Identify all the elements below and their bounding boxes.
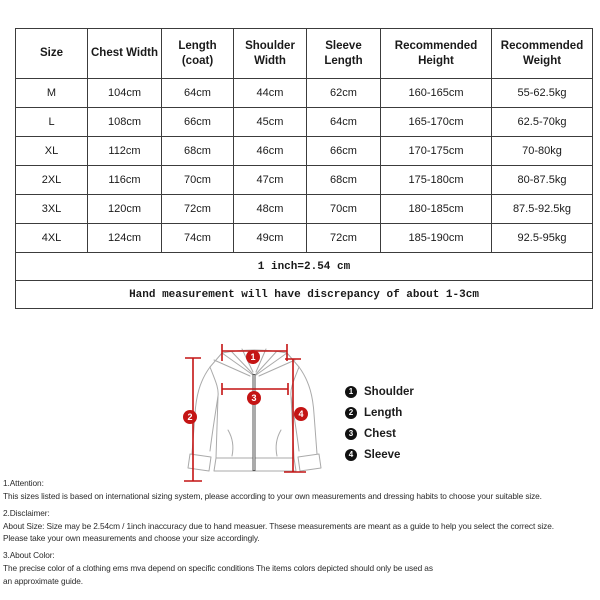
table-row-3xl [16, 195, 593, 224]
table-cell: L [16, 108, 88, 137]
table-cell: 64cm [307, 108, 381, 137]
table-cell: 80-87.5kg [492, 166, 593, 195]
measurement-legend [345, 381, 414, 465]
table-cell: 2XL [16, 166, 88, 195]
legend-label: Length [364, 406, 403, 419]
table-row-4xl [16, 224, 593, 253]
column-header-length-coat: Length (coat) [162, 29, 234, 79]
note-line: an approximate guide. [3, 575, 84, 586]
note-line: Please take your own measurements and choose your size accordingly. [3, 533, 260, 544]
legend-label: Chest [364, 427, 396, 440]
pocket-left [228, 430, 233, 456]
table-cell: 116cm [88, 166, 162, 195]
table-cell: 165-170cm [381, 108, 492, 137]
table-cell: M [16, 79, 88, 108]
table-cell: 45cm [234, 108, 307, 137]
table-cell: 170-175cm [381, 137, 492, 166]
note-line: The precise color of a clothing ems mva depend on specific conditions The items colors depicted should only be used as [3, 563, 433, 574]
table-cell: 87.5-92.5kg [492, 195, 593, 224]
size-chart-table [15, 28, 593, 309]
table-cell: 108cm [88, 108, 162, 137]
footnotes [3, 478, 599, 586]
table-cell: 68cm [162, 137, 234, 166]
legend-item-chest [345, 423, 414, 444]
table-cell: 124cm [88, 224, 162, 253]
table-cell: 55-62.5kg [492, 79, 593, 108]
marker-length-badge: 2 [183, 410, 197, 424]
measurement-lines [184, 344, 306, 481]
legend-label: Shoulder [364, 385, 414, 398]
circled-number-icon: 4 [345, 449, 357, 461]
table-cell: 68cm [307, 166, 381, 195]
hand-measurement-note: Hand measurement will have discrepancy of about 1-3cm [16, 281, 593, 309]
column-header-sleeve-length: Sleeve Length [307, 29, 381, 79]
table-cell: 72cm [307, 224, 381, 253]
table-cell: 46cm [234, 137, 307, 166]
table-row-m [16, 79, 593, 108]
column-header-size: Size [16, 29, 88, 79]
column-header-shoulder-width: Shoulder Width [234, 29, 307, 79]
table-cell: 180-185cm [381, 195, 492, 224]
note-about-color [3, 550, 599, 586]
table-row-l [16, 108, 593, 137]
table-cell: 66cm [162, 108, 234, 137]
table-cell: 62cm [307, 79, 381, 108]
circled-number-icon: 2 [345, 407, 357, 419]
table-cell: 62.5-70kg [492, 108, 593, 137]
table-cell: 70-80kg [492, 137, 593, 166]
table-cell: 120cm [88, 195, 162, 224]
note-line: About Size: Size may be 2.54cm / 1inch inaccuracy due to hand measuer. Thsese measurements are meant as a guide to help you select the correct size. [3, 520, 554, 531]
table-cell: 175-180cm [381, 166, 492, 195]
table-cell: 44cm [234, 79, 307, 108]
footnote-hand-row [16, 281, 593, 309]
legend-item-shoulder [345, 381, 414, 402]
column-header-rec-height: Recommended Height [381, 29, 492, 79]
table-cell: 3XL [16, 195, 88, 224]
note-title: 2.Disclaimer: [3, 507, 50, 518]
table-cell: 104cm [88, 79, 162, 108]
header-row [16, 29, 593, 79]
table-cell: 70cm [307, 195, 381, 224]
marker-sleeve-badge: 4 [294, 407, 308, 421]
table-row-xl [16, 137, 593, 166]
column-header-chest-width: Chest Width [88, 29, 162, 79]
table-cell: 4XL [16, 224, 88, 253]
footnote-inch-row [16, 253, 593, 281]
table-cell: 66cm [307, 137, 381, 166]
note-attention [3, 478, 599, 501]
circled-number-icon: 3 [345, 428, 357, 440]
note-title: 3.About Color: [3, 550, 55, 561]
table-cell: 64cm [162, 79, 234, 108]
table-cell: 112cm [88, 137, 162, 166]
table-cell: 185-190cm [381, 224, 492, 253]
column-header-rec-weight: Recommended Weight [492, 29, 593, 79]
note-line: This sizes listed is based on international sizing system, please according to your own measurements and dressing habits to choose your suitable size. [3, 490, 542, 501]
legend-label: Sleeve [364, 448, 401, 461]
legend-item-length [345, 402, 414, 423]
pocket-right [276, 430, 281, 456]
table-cell: XL [16, 137, 88, 166]
table-cell: 160-165cm [381, 79, 492, 108]
cuff-right [298, 454, 321, 471]
table-row-2xl [16, 166, 593, 195]
table-cell: 48cm [234, 195, 307, 224]
table-cell: 70cm [162, 166, 234, 195]
table-cell: 92.5-95kg [492, 224, 593, 253]
marker-chest-badge: 3 [247, 391, 261, 405]
inch-conversion-note: 1 inch=2.54 cm [16, 253, 593, 281]
note-disclaimer [3, 508, 599, 544]
cuff-left [188, 454, 211, 471]
circled-number-icon: 1 [345, 386, 357, 398]
note-title: 1.Attention: [3, 478, 44, 488]
table-cell: 74cm [162, 224, 234, 253]
sleeve-left [192, 367, 210, 454]
marker-shoulder-badge: 1 [246, 350, 260, 364]
table-cell: 47cm [234, 166, 307, 195]
legend-item-sleeve [345, 444, 414, 465]
table-cell: 72cm [162, 195, 234, 224]
table-cell: 49cm [234, 224, 307, 253]
